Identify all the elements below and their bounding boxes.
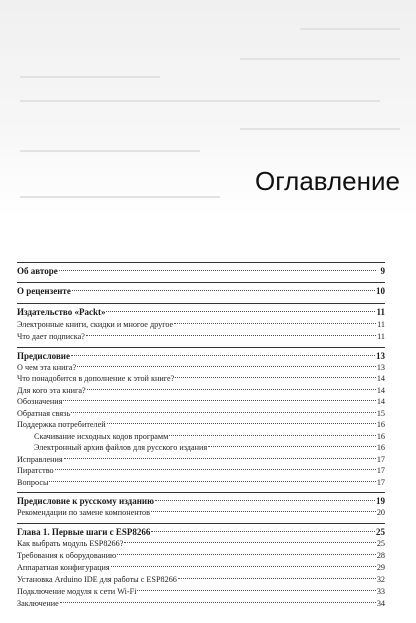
entry-title: Глава 1. Первые шаги с ESP8266 [17,527,151,537]
entry-page: 10 [376,286,385,296]
entry-title: Электронный архив файлов для русского издания [34,443,208,452]
entry-title: Что дает подписка? [17,332,85,341]
toc-entry-what-you-need[interactable] [17,374,385,383]
toc-entry-choose-module[interactable] [17,539,385,548]
toc-entry-about-author[interactable] [17,266,385,276]
entry-page: 25 [376,527,385,537]
entry-title: Пиратство [17,466,54,475]
toc-entry-hardware-requirements[interactable] [17,551,385,560]
entry-page: 32 [376,575,385,584]
leader-dots [55,469,376,470]
leader-dots [111,566,376,567]
leader-dots [137,590,375,591]
toc-entry-electronic-archive[interactable] [17,443,385,452]
toc-entry-preface[interactable] [17,351,385,361]
toc-entry-chapter-1[interactable] [17,527,385,537]
section-rule [17,347,385,348]
toc-entry-conclusion[interactable] [17,599,385,608]
entry-title: Обратная связь [17,409,71,418]
leader-dots [178,578,376,579]
toc-entry-arduino-ide-setup[interactable] [17,575,385,584]
entry-title: Электронные книги, скидки и многое другое [17,320,174,329]
section-rule [17,262,385,263]
section-rule [17,523,385,524]
leader-dots [169,435,376,436]
leader-dots [71,412,376,413]
leader-dots [175,377,376,378]
bleed-line [240,58,400,60]
entry-title: Поддержка потребителей [17,420,106,429]
leader-dots [63,400,375,401]
entry-page: 15 [376,409,385,418]
bleed-line [20,76,160,78]
leader-dots [72,290,375,291]
leader-dots [117,554,376,555]
entry-title: Подключение модуля к сети Wi-Fi [17,587,137,596]
leader-dots [106,311,375,312]
entry-page: 33 [376,587,385,596]
leader-dots [71,355,375,356]
leader-dots [86,335,376,336]
entry-page: 20 [376,508,385,517]
section-rule [17,492,385,493]
entry-page: 16 [376,443,385,452]
entry-page: 9 [380,266,385,276]
entry-title: Аппаратная конфигурация [17,563,110,572]
toc-entry-ebooks[interactable] [17,320,385,329]
entry-title: Для кого эта книга? [17,386,86,395]
entry-title: Скачивание исходных кодов программ [34,432,169,441]
entry-title: Рекомендации по замене компонентов [17,508,151,517]
entry-title: Как выбрать модуль ESP8266? [17,539,124,548]
entry-page: 17 [376,478,385,487]
toc-entry-customer-support[interactable] [17,420,385,429]
entry-title: Предисловие [17,351,70,361]
entry-page: 29 [376,563,385,572]
toc-entry-conventions[interactable] [17,397,385,406]
bleed-line [300,28,400,30]
entry-page: 11 [377,332,385,341]
bleed-line [240,128,400,130]
entry-title: Требования к оборудованию [17,551,117,560]
toc-entry-piracy[interactable] [17,466,385,475]
entry-page: 16 [376,420,385,429]
section-rule [17,303,385,304]
leader-dots [59,270,376,271]
entry-page: 34 [376,599,385,608]
entry-page: 14 [376,374,385,383]
entry-page: 17 [376,455,385,464]
leader-dots [151,531,375,532]
entry-page: 14 [376,386,385,395]
entry-title: Издательство «Packt» [17,307,106,317]
leader-dots [64,458,376,459]
entry-title: О рецензенте [17,286,71,296]
entry-page: 13 [376,363,385,372]
leader-dots [87,389,376,390]
entry-page: 16 [376,432,385,441]
entry-page: 25 [376,539,385,548]
toc-entry-packt[interactable] [17,307,385,317]
entry-page: 11 [376,307,385,317]
toc-entry-wifi-connect[interactable] [17,587,385,596]
entry-page: 13 [376,351,385,361]
entry-title: Установка Arduino IDE для работы с ESP8266 [17,575,177,584]
entry-title: Обозначения [17,397,63,406]
leader-dots [124,542,375,543]
entry-title: Заключение [17,599,59,608]
leader-dots [49,481,375,482]
toc-entry-russian-preface[interactable] [17,496,385,506]
entry-page: 17 [376,466,385,475]
entry-title: Что понадобится в дополнение к этой книге? [17,374,175,383]
toc-entry-audience[interactable] [17,386,385,395]
entry-title: Вопросы [17,478,49,487]
leader-dots [107,423,376,424]
entry-title: Об авторе [17,266,58,276]
entry-page: 28 [376,551,385,560]
page-title: Оглавление [255,166,400,196]
toc-entry-about-reviewer[interactable] [17,286,385,296]
toc-entry-subscription[interactable] [17,332,385,341]
toc-entry-downloading-code[interactable] [17,432,385,441]
bleed-line [20,150,200,152]
toc-entry-what-book-about[interactable] [17,363,385,372]
toc-entry-errata[interactable] [17,455,385,464]
leader-dots [151,511,376,512]
toc-entry-feedback[interactable] [17,409,385,418]
entry-title: Исправления [17,455,63,464]
entry-page: 14 [376,397,385,406]
leader-dots [60,602,376,603]
bleed-line [20,100,380,102]
entry-page: 11 [377,320,385,329]
entry-title: О чем эта книга? [17,363,77,372]
leader-dots [208,446,376,447]
toc-entry-hardware-config[interactable] [17,563,385,572]
toc-entry-questions[interactable] [17,478,385,487]
entry-title: Предисловие к русскому изданию [17,496,154,506]
leader-dots [174,323,376,324]
section-rule [17,282,385,283]
leader-dots [155,500,375,501]
entry-page: 19 [376,496,385,506]
leader-dots [77,366,376,367]
toc-entry-component-replacement[interactable] [17,508,385,517]
